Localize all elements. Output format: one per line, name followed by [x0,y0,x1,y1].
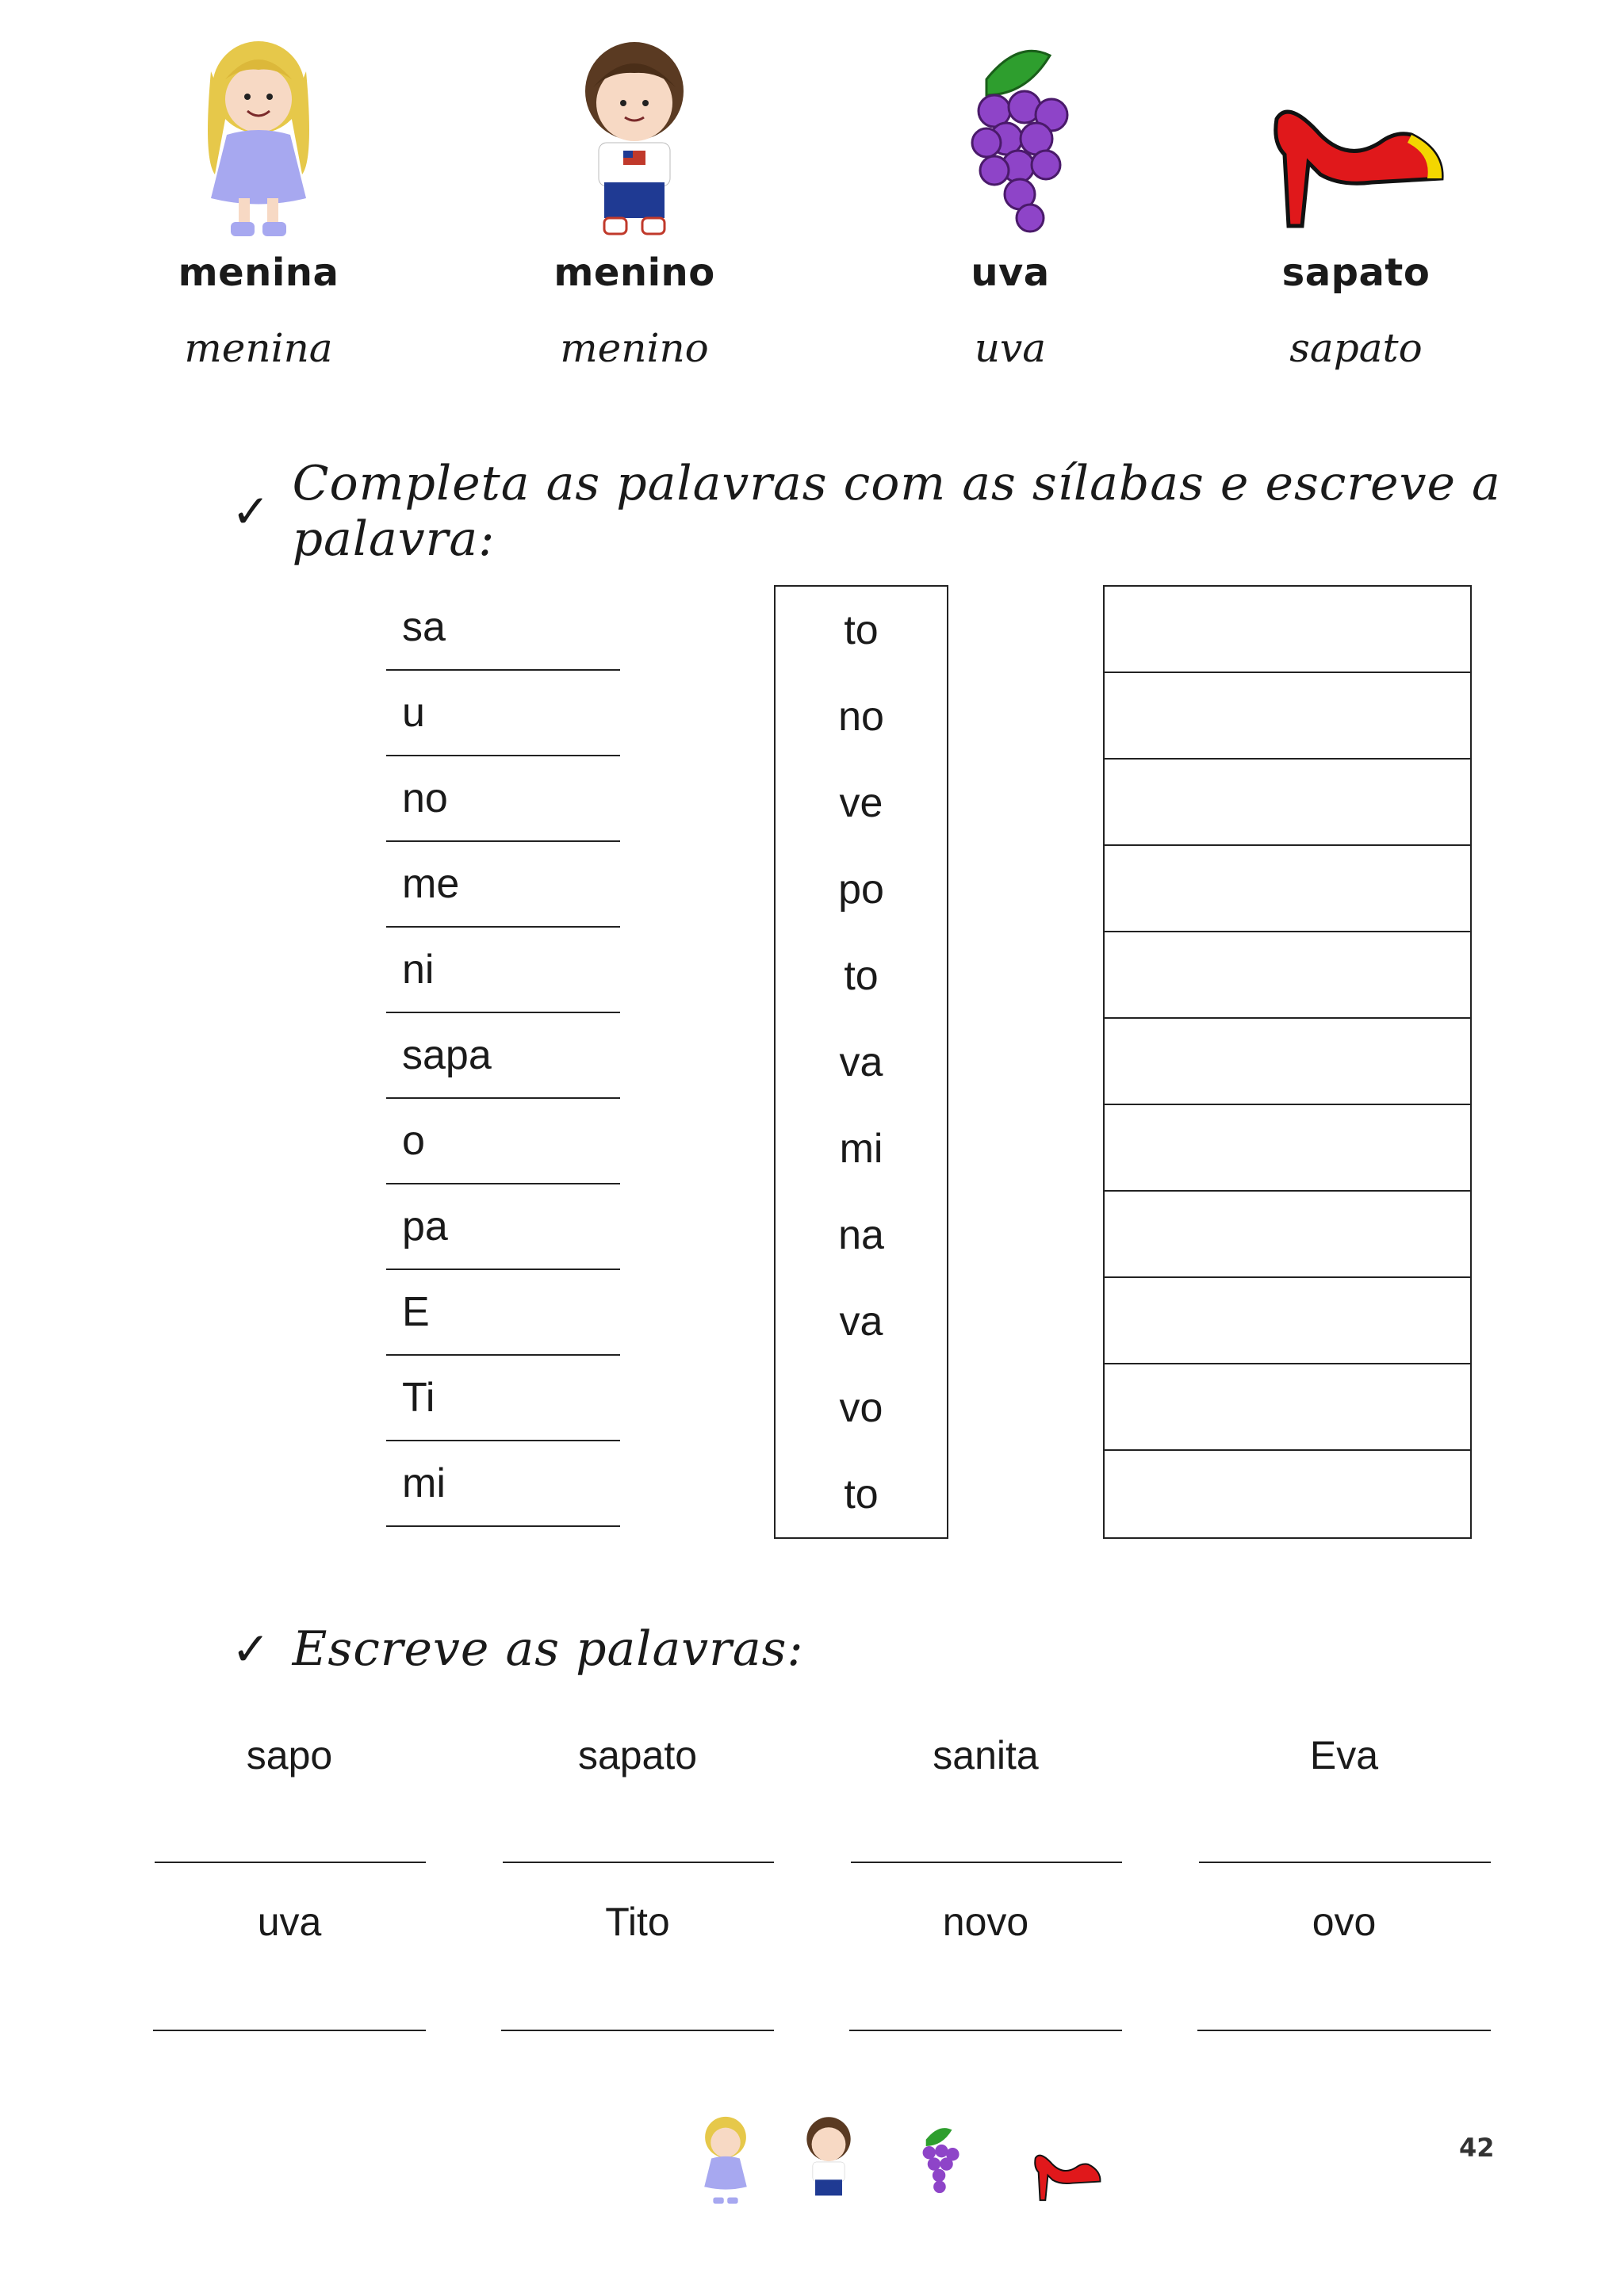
check-icon: ✓ [232,484,270,538]
second-syllable: ve [839,779,883,826]
answer-cell[interactable] [1105,1019,1470,1105]
model-word: Eva [1309,1733,1379,1777]
second-syllable: no [838,693,884,740]
boy-icon [793,2109,864,2208]
second-syllable-box [774,585,948,1539]
first-syllable: Ti [386,1356,620,1441]
answer-cell[interactable] [1105,932,1470,1019]
girl-icon [690,2109,761,2208]
first-syllable: sapa [386,1013,620,1099]
writing-line[interactable] [849,2030,1122,2031]
first-syllable: mi [386,1441,620,1527]
word-print: menino [553,251,715,295]
boy-icon [555,24,714,246]
word-print: uva [971,251,1050,295]
writing-line[interactable] [1197,2030,1491,2031]
model-word: sapato [577,1733,698,1777]
model-word: sapo [246,1733,333,1777]
word-cursive: menino [560,325,709,371]
instruction-write-words [232,1621,804,1677]
shoe-icon [1007,2121,1126,2208]
second-syllable: to [844,1471,879,1517]
word-cursive: uva [974,325,1047,371]
model-word: novo [942,1900,1029,1944]
grapes-icon [931,24,1090,246]
first-syllable: me [386,842,620,928]
writing-line[interactable] [503,1862,774,1863]
second-syllable: vo [839,1384,883,1431]
vocab-item-uva [891,24,1129,371]
writing-line[interactable] [155,1862,426,1863]
vocab-item-menino [515,24,753,371]
first-syllable: u [386,671,620,756]
first-syllable: ni [386,928,620,1013]
second-syllable: na [838,1211,884,1258]
shoe-icon [1253,24,1459,246]
answer-cell[interactable] [1105,1192,1470,1278]
instruction-text: Escreve as palavras: [292,1621,804,1677]
answer-box [1103,585,1472,1539]
vocab-item-sapato [1237,24,1475,371]
word-cursive: menina [184,325,333,371]
model-word: uva [257,1900,322,1944]
grapes-icon [896,2117,975,2208]
second-syllable: mi [839,1125,883,1172]
model-word: Tito [605,1900,670,1944]
second-syllable: to [844,607,879,653]
first-syllable: pa [386,1184,620,1270]
writing-line[interactable] [1199,1862,1491,1863]
girl-icon [179,24,338,246]
answer-cell[interactable] [1105,1105,1470,1192]
word-print: menina [178,251,339,295]
first-syllable: o [386,1099,620,1184]
writing-line[interactable] [851,1862,1122,1863]
writing-line[interactable] [153,2030,426,2031]
second-syllable: va [839,1039,883,1085]
second-syllable: po [838,866,884,913]
writing-line[interactable] [501,2030,774,2031]
answer-cell[interactable] [1105,846,1470,932]
page-number: 42 [1459,2133,1495,2163]
answer-cell[interactable] [1105,760,1470,846]
first-syllable: no [386,756,620,842]
answer-cell[interactable] [1105,1451,1470,1537]
second-syllable: to [844,952,879,999]
first-syllable: sa [386,585,620,671]
word-print: sapato [1281,251,1431,295]
model-word: ovo [1312,1900,1377,1944]
word-cursive: sapato [1289,325,1423,371]
second-syllable: va [839,1298,883,1345]
first-syllable-column [386,585,620,1527]
first-syllable: E [386,1270,620,1356]
instruction-complete-words [232,456,1624,567]
answer-cell[interactable] [1105,587,1470,673]
instruction-text: Completa as palavras com as sílabas e escreve a palavra: [292,456,1501,567]
answer-cell[interactable] [1105,1278,1470,1364]
answer-cell[interactable] [1105,673,1470,760]
model-word: sanita [933,1733,1039,1777]
vocab-item-menina [140,24,377,371]
footer-icons [690,2109,1126,2208]
answer-cell[interactable] [1105,1364,1470,1451]
check-icon: ✓ [232,1622,270,1676]
